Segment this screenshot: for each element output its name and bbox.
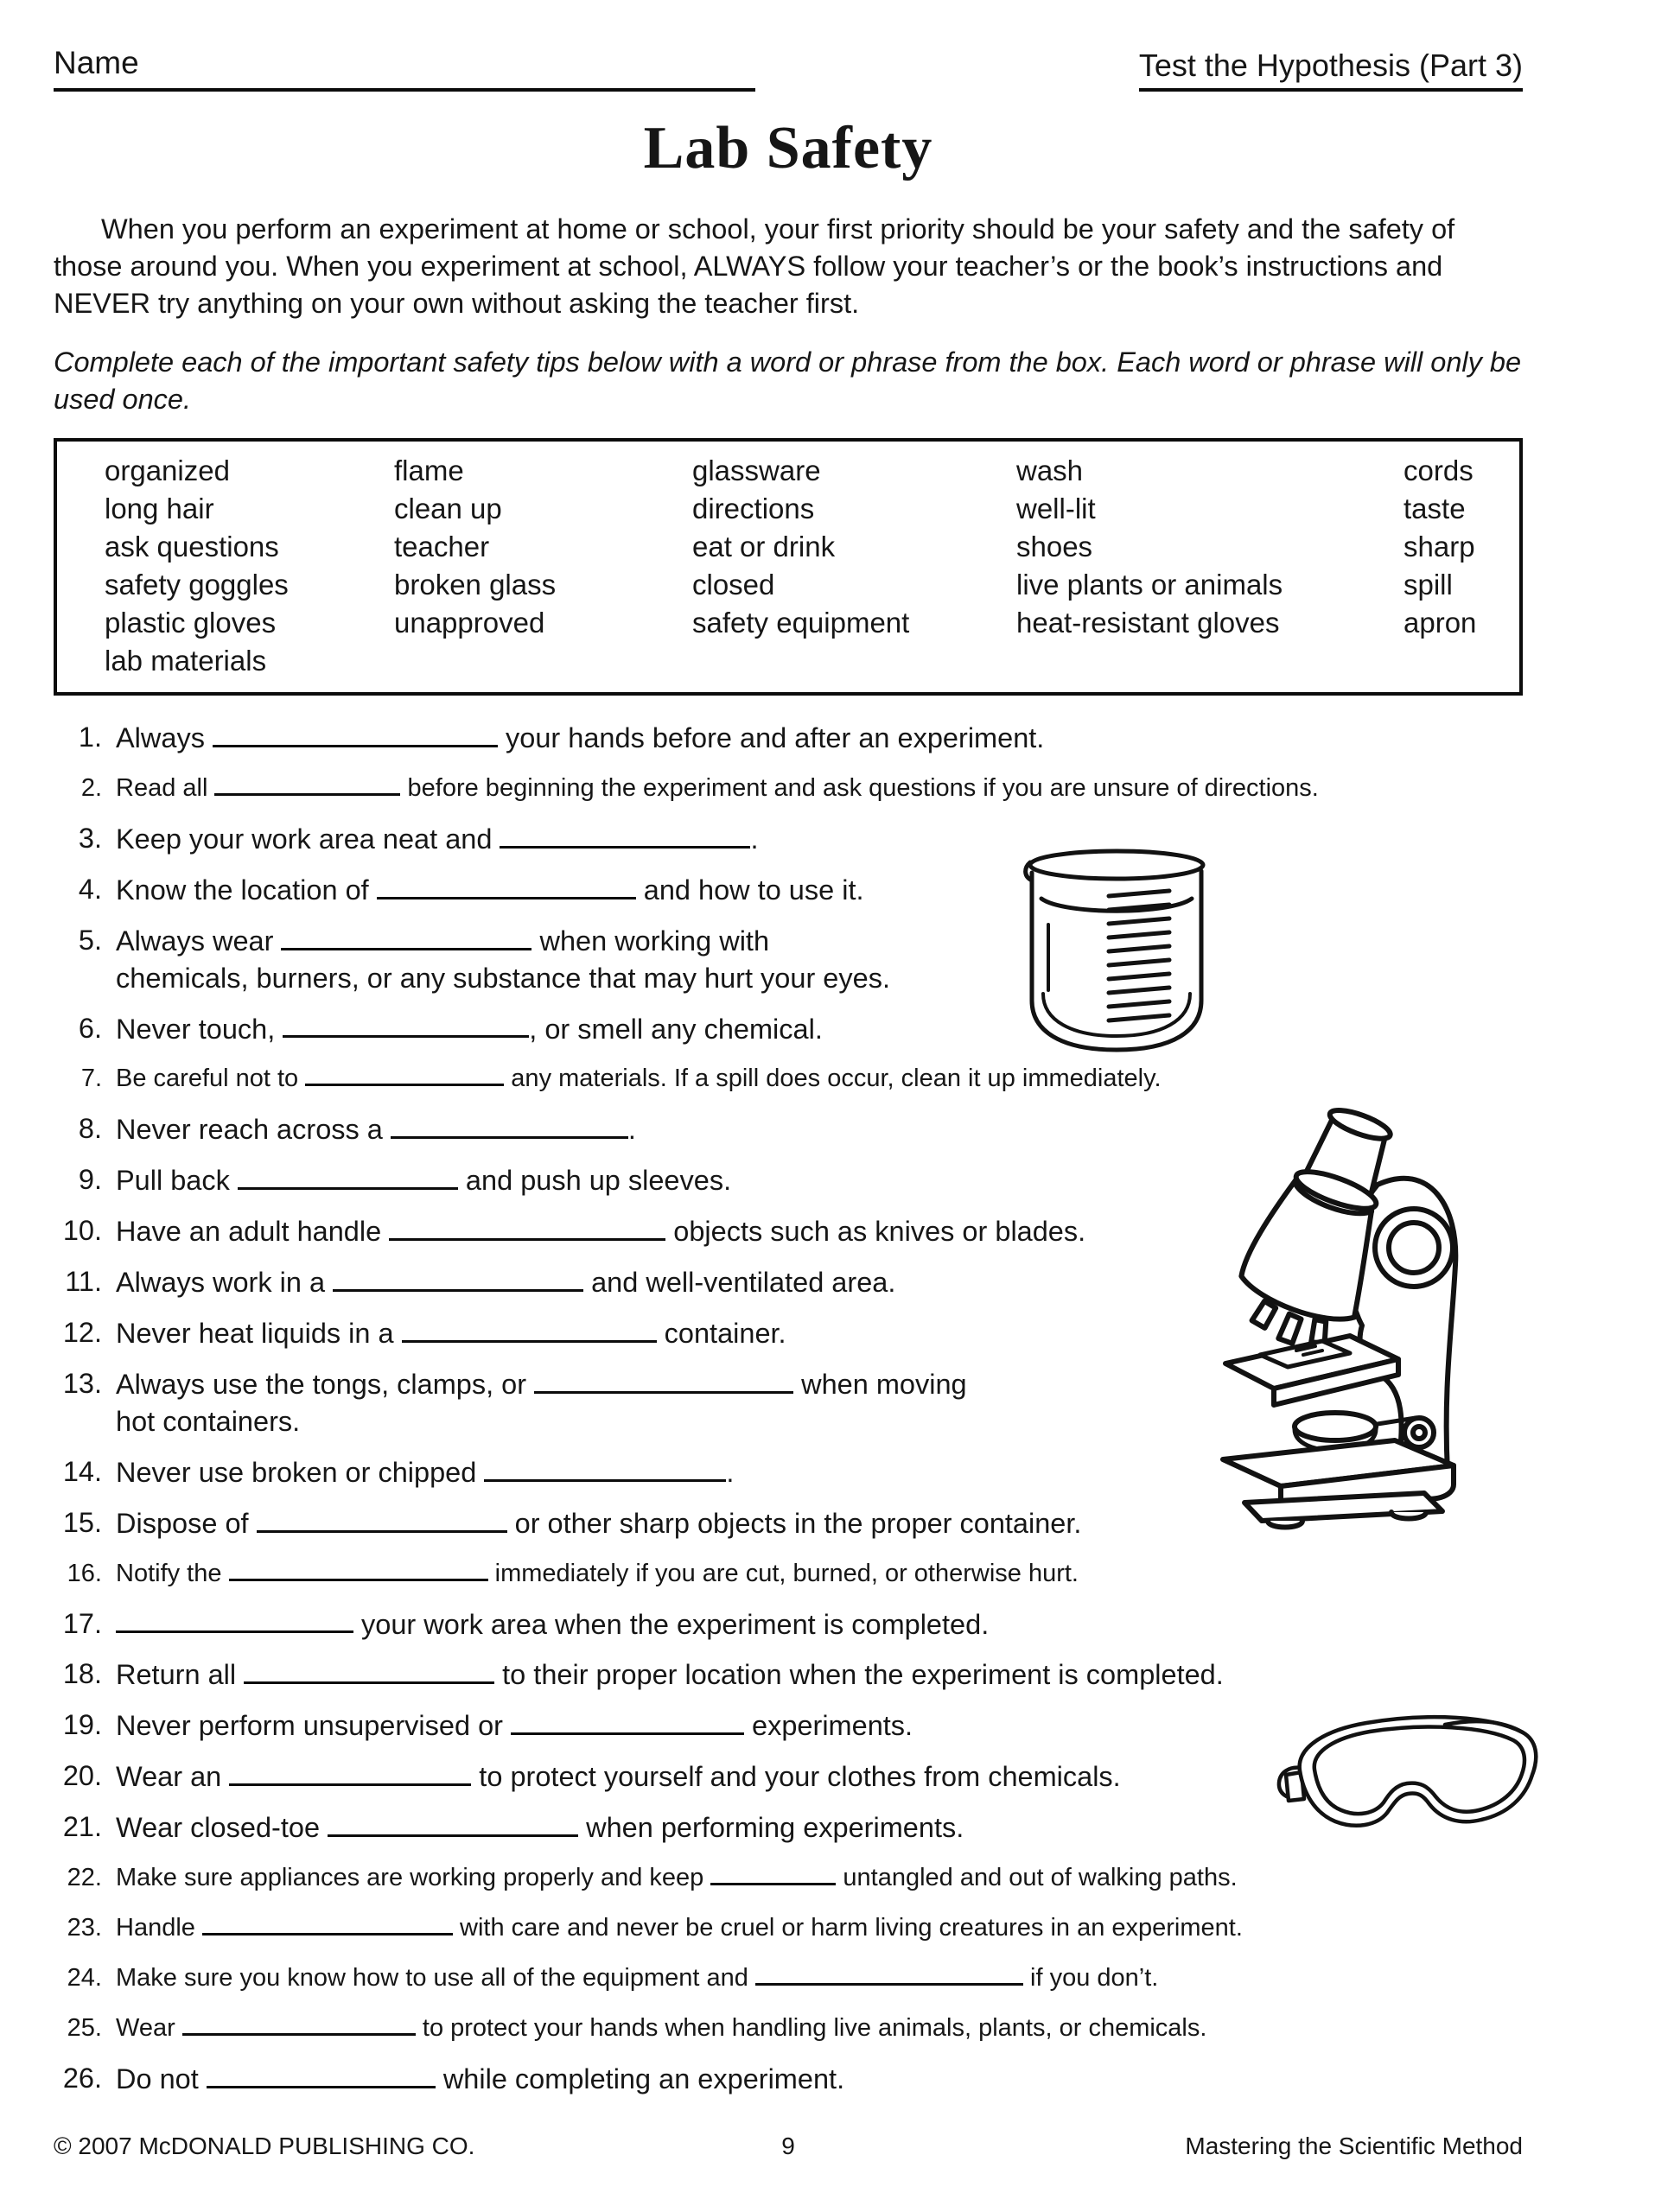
page-footer [54, 2133, 1523, 2160]
answer-blank[interactable] [710, 1859, 836, 1885]
question-text-segment: immediately if you are cut, burned, or otherwise hurt. [487, 1559, 1079, 1587]
question-number: 13. [62, 1367, 102, 1399]
question-text-segment: Make sure you know how to use all of the equipment and [116, 1964, 755, 1993]
answer-blank[interactable] [213, 719, 498, 747]
word-bank-term: safety equipment [692, 607, 910, 639]
question-text [116, 1910, 1523, 1947]
question-text-segment: Always use the tongs, clamps, or [116, 1368, 535, 1400]
answer-blank[interactable] [402, 1314, 657, 1343]
question-text-segment: Wear closed-toe [116, 1812, 328, 1844]
answer-blank[interactable] [534, 1365, 793, 1394]
word-bank-column [105, 452, 394, 680]
question-number: 7. [80, 1065, 102, 1093]
word-bank-term: sharp [1403, 531, 1475, 563]
question-text-segment: and push up sleeves. [457, 1165, 732, 1197]
answer-blank[interactable] [283, 1010, 529, 1039]
question-text [116, 820, 1523, 858]
question-text-segment: any materials. If a spill does occur, clean it up immediately. [504, 1065, 1162, 1093]
answer-blank[interactable] [229, 1555, 488, 1581]
question-number: 26. [62, 2063, 102, 2094]
question-text-segment: your work area when the experiment is completed. [353, 1608, 990, 1640]
question-text-segment: or other sharp objects in the proper container. [506, 1507, 1082, 1539]
question-text-segment: when working with [531, 925, 770, 957]
word-bank-term: eat or drink [692, 531, 836, 563]
unit-title [1139, 48, 1523, 92]
question-item [54, 1010, 1523, 1048]
question-item [54, 1656, 1523, 1694]
word-bank-term: broken glass [394, 569, 557, 601]
answer-blank[interactable] [214, 770, 400, 796]
question-number: 3. [78, 822, 102, 854]
question-number: 11. [65, 1266, 102, 1298]
question-text-segment: Handle [116, 1914, 202, 1942]
question-item [54, 770, 1523, 807]
page-title: Lab Safety [643, 115, 933, 181]
answer-blank[interactable] [755, 1960, 1023, 1986]
question-item [54, 1960, 1523, 1997]
question-number: 20. [62, 1760, 102, 1792]
word-bank-column [394, 452, 692, 680]
footer-copyright: © 2007 McDONALD PUBLISHING CO. [54, 2133, 475, 2159]
answer-blank[interactable] [238, 1161, 458, 1190]
word-bank-term: live plants or animals [1016, 569, 1283, 601]
footer-page-number: 9 [781, 2133, 795, 2159]
question-number: 16. [67, 1559, 102, 1587]
word-bank-term: ask questions [105, 531, 279, 563]
word-bank [54, 438, 1523, 696]
question-text [116, 922, 1523, 997]
question-text-segment: with care and never be cruel or harm living creatures in an experiment. [452, 1914, 1243, 1942]
answer-blank[interactable] [511, 1707, 744, 1735]
question-text [116, 1960, 1523, 1997]
question-text [116, 1010, 1523, 1048]
question-text [116, 1859, 1523, 1897]
footer-book-title: Mastering the Scientific Method [1185, 2133, 1524, 2159]
question-number: 1. [78, 721, 102, 753]
question-item [54, 1859, 1523, 1897]
question-number: 14. [62, 1455, 102, 1487]
question-text-segment: when performing experiments. [578, 1812, 964, 1844]
question-item [54, 719, 1523, 757]
intro-paragraph: When you perform an experiment at home or school, your first priority should be your safety and the safety of those around you. When you experiment at school, ALWAYS follow your teacher’s or the book’s instructions and NEVER try anything on your own without asking the teacher first. [54, 213, 1455, 319]
question-text-segment: Keep your work area neat and [116, 823, 500, 855]
answer-blank[interactable] [333, 1263, 583, 1292]
answer-blank[interactable] [377, 871, 636, 899]
question-text-segment: Wear an [116, 1761, 230, 1793]
answer-blank[interactable] [281, 922, 531, 950]
question-number: 17. [62, 1607, 102, 1639]
answer-blank[interactable] [207, 2060, 436, 2088]
question-item [54, 820, 1523, 858]
microscope-illustration [1220, 1103, 1488, 1539]
question-number: 8. [78, 1113, 102, 1145]
question-text-segment: Return all [116, 1659, 245, 1691]
question-text-segment: your hands before and after an experiment. [497, 721, 1045, 753]
word-bank-term: unapproved [394, 607, 545, 639]
instructions-paragraph: Complete each of the important safety tips below with a word or phrase from the box. Each word or phrase will only be used once. [54, 346, 1522, 415]
word-bank-term: teacher [394, 531, 490, 563]
beaker-illustration [1022, 845, 1211, 1063]
answer-blank[interactable] [257, 1504, 507, 1533]
question-text-segment: objects such as knives or blades. [665, 1216, 1086, 1248]
question-text-segment: . [726, 1456, 735, 1488]
word-bank-term: taste [1403, 493, 1466, 524]
question-number: 2. [80, 773, 102, 802]
question-text-segment: Know the location of [116, 874, 377, 906]
question-text-segment: when moving [793, 1368, 967, 1400]
question-text-segment: before beginning the experiment and ask questions if you are unsure of directions. [400, 773, 1319, 802]
question-text-segment: Do not [116, 2063, 207, 2094]
question-text [116, 2060, 1523, 2098]
question-number: 21. [62, 1811, 102, 1843]
name-line[interactable] [54, 45, 755, 92]
question-text [116, 871, 1523, 909]
word-bank-term: flame [394, 454, 464, 486]
question-text-segment: to protect yourself and your clothes from chemicals. [471, 1761, 1121, 1793]
question-text-segment: Always work in a [116, 1267, 334, 1299]
answer-blank[interactable] [389, 1212, 665, 1241]
safety-goggles-illustration [1276, 1706, 1554, 1851]
page-header [54, 45, 1523, 92]
word-bank-term: safety goggles [105, 569, 289, 601]
word-bank-term: apron [1403, 607, 1477, 639]
answer-blank[interactable] [202, 1910, 453, 1936]
answer-blank[interactable] [305, 1061, 504, 1087]
question-text-segment: Never heat liquids in a [116, 1317, 402, 1349]
word-bank-term: glassware [692, 454, 821, 486]
question-item [54, 2010, 1523, 2047]
question-text-segment: . [627, 1114, 636, 1146]
question-number: 22. [67, 1864, 102, 1892]
question-number: 9. [78, 1164, 102, 1196]
question-number: 5. [78, 924, 102, 956]
question-text-segment: , or smell any chemical. [529, 1013, 823, 1045]
word-bank-column [1403, 452, 1476, 680]
question-item [54, 1555, 1523, 1592]
question-item [54, 1910, 1523, 1947]
question-text-segment: and well-ventilated area. [583, 1267, 896, 1299]
question-text-segment: Notify the [116, 1559, 229, 1587]
question-text-segment: Read all [116, 773, 215, 802]
question-text [116, 2010, 1523, 2047]
question-number: 25. [67, 2014, 102, 2043]
question-item [54, 1060, 1523, 1097]
word-bank-column [692, 452, 1016, 680]
question-number: 12. [62, 1317, 102, 1349]
question-text-segment: Dispose of [116, 1507, 257, 1539]
question-text-segment: if you don’t. [1022, 1964, 1159, 1993]
question-text-segment: Wear [116, 2014, 182, 2043]
question-text-segment: hot containers. [116, 1405, 301, 1437]
question-number: 10. [62, 1215, 102, 1247]
question-text-segment: experiments. [744, 1710, 913, 1742]
word-bank-term: plastic gloves [105, 607, 277, 639]
answer-blank[interactable] [116, 1605, 353, 1634]
answer-blank[interactable] [328, 1808, 578, 1837]
answer-blank[interactable] [229, 1758, 471, 1786]
answer-blank[interactable] [182, 2010, 416, 2036]
question-number: 24. [67, 1964, 102, 1993]
question-text-segment: Pull back [116, 1165, 238, 1197]
question-text [116, 770, 1523, 807]
question-item [54, 871, 1523, 909]
question-text [116, 719, 1523, 757]
answer-blank[interactable] [500, 820, 750, 849]
question-text-segment: chemicals, burners, or any substance that may hurt your eyes. [116, 962, 890, 994]
word-bank-term: spill [1403, 569, 1453, 601]
word-bank-term: organized [105, 454, 230, 486]
answer-blank[interactable] [391, 1110, 628, 1139]
question-number: 6. [78, 1012, 102, 1044]
word-bank-term: lab materials [105, 645, 267, 677]
question-text-segment: container. [656, 1317, 786, 1349]
question-text-segment: Make sure appliances are working properly and keep [116, 1864, 711, 1892]
question-text-segment: while completing an experiment. [435, 2063, 845, 2094]
question-text-segment: . [750, 823, 759, 855]
word-bank-term: directions [692, 493, 815, 524]
unit-title-label: Test the Hypothesis (Part 3) [1138, 48, 1523, 83]
question-text-segment: to protect your hands when handling live animals, plants, or chemicals. [415, 2014, 1207, 2043]
word-bank-term: cords [1403, 454, 1474, 486]
question-text [116, 1656, 1523, 1694]
question-number: 15. [62, 1506, 102, 1538]
word-bank-column [1016, 452, 1403, 680]
question-number: 19. [62, 1709, 102, 1741]
answer-blank[interactable] [484, 1453, 726, 1482]
question-text-segment: Always [116, 721, 213, 753]
question-text-segment: and how to use it. [635, 874, 864, 906]
question-text-segment: untangled and out of walking paths. [836, 1864, 1238, 1892]
word-bank-term: long hair [105, 493, 214, 524]
question-text-segment: Have an adult handle [116, 1216, 390, 1248]
question-text-segment: Never use broken or chipped [116, 1456, 485, 1488]
question-text [116, 1060, 1523, 1097]
question-number: 4. [78, 873, 102, 905]
word-bank-term: shoes [1016, 531, 1093, 563]
question-text [116, 1605, 1523, 1643]
word-bank-term: heat-resistant gloves [1016, 607, 1280, 639]
word-bank-term: well-lit [1016, 493, 1096, 524]
question-text-segment: Never perform unsupervised or [116, 1710, 511, 1742]
question-item [54, 1605, 1523, 1643]
word-bank-term: closed [692, 569, 775, 601]
question-text-segment: Never touch, [116, 1013, 283, 1045]
word-bank-term: wash [1016, 454, 1084, 486]
question-text-segment: to their proper location when the experiment is completed. [494, 1659, 1224, 1691]
word-bank-term: clean up [394, 493, 502, 524]
question-number: 18. [62, 1658, 102, 1690]
question-item [54, 2060, 1523, 2098]
name-label: Name [54, 45, 139, 80]
question-number: 23. [67, 1914, 102, 1942]
question-item [54, 922, 1523, 997]
answer-blank[interactable] [244, 1656, 494, 1684]
question-text-segment: Always wear [116, 925, 282, 957]
question-text-segment: Be careful not to [116, 1065, 306, 1093]
question-text [116, 1555, 1523, 1592]
question-text-segment: Never reach across a [116, 1114, 391, 1146]
